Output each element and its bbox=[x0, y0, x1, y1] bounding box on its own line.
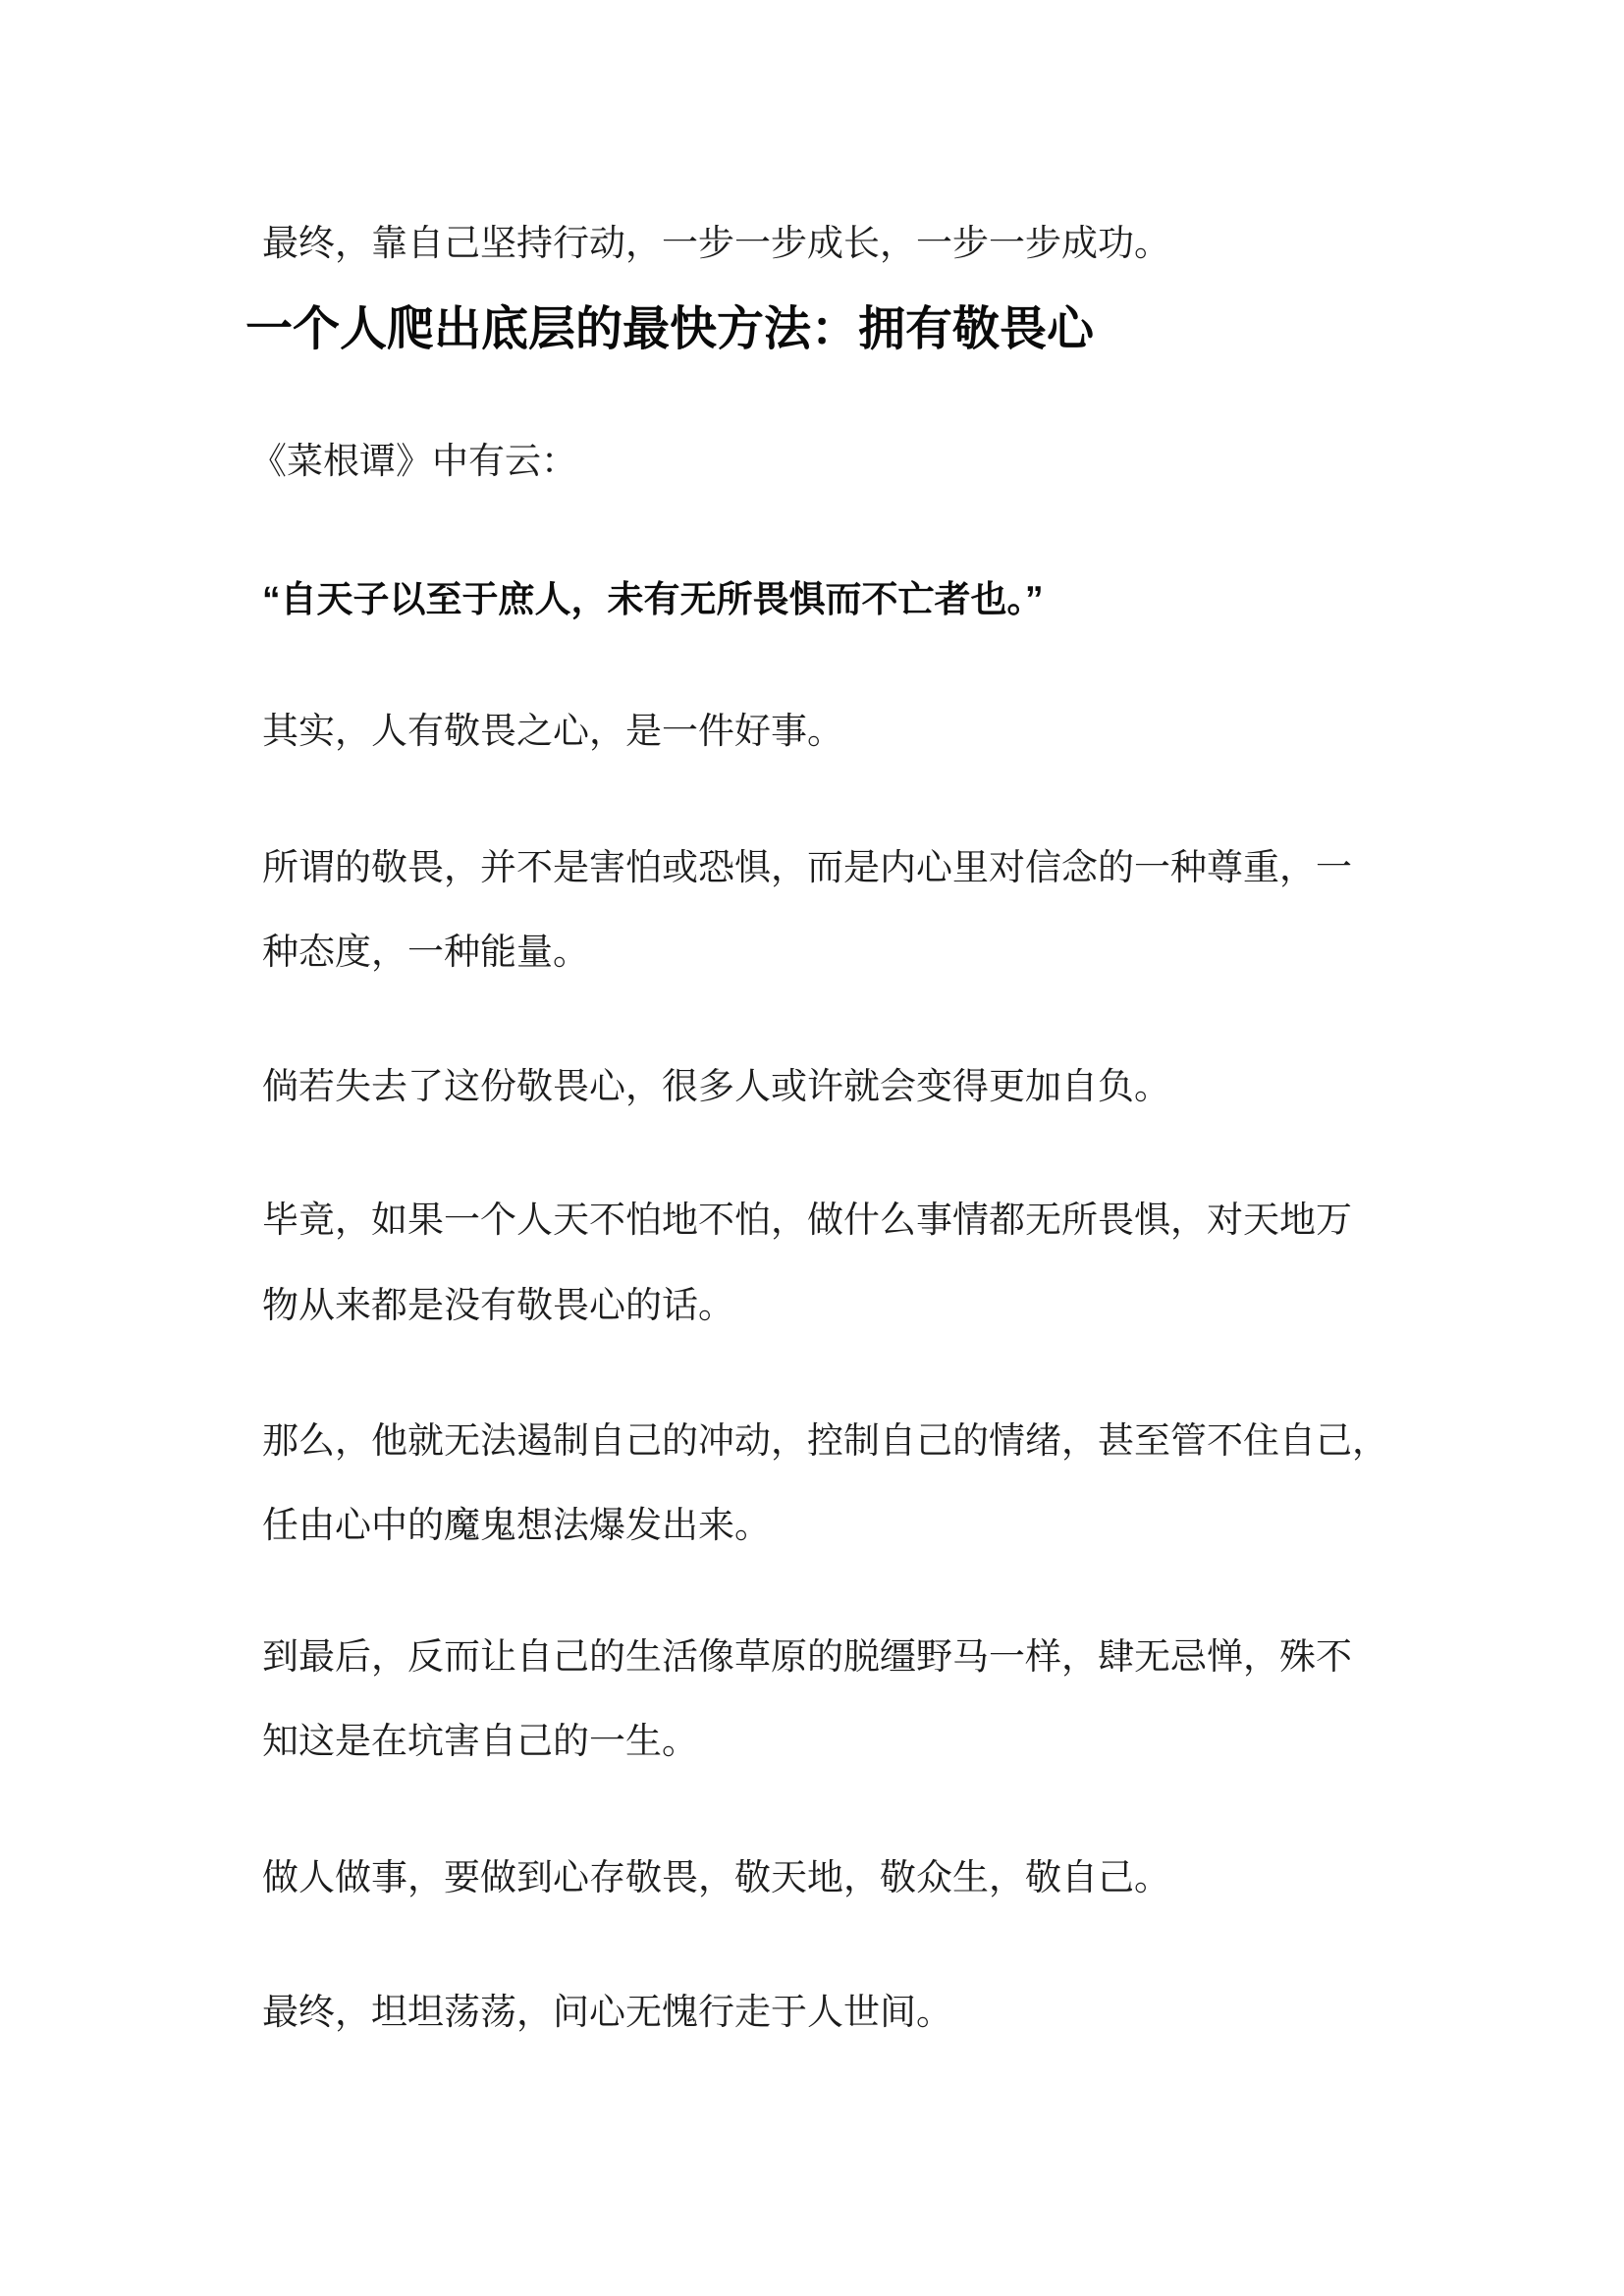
paragraph-6-line-2: 知这是在坑害自己的一生。 bbox=[262, 1721, 698, 1761]
paragraph-5-line-1: 那么，他就无法遏制自己的冲动，控制自己的情绪，甚至管不住自己， bbox=[262, 1420, 1388, 1461]
paragraph-3: 倘若失去了这份敬畏心，很多人或许就会变得更加自负。 bbox=[262, 1066, 1170, 1106]
paragraph-4-line-2: 物从来都是没有敬畏心的话。 bbox=[262, 1285, 734, 1325]
citation-intro: 《菜根谭》中有云： bbox=[250, 441, 577, 481]
paragraph-7: 做人做事，要做到心存敬畏，敬天地，敬众生，敬自己。 bbox=[262, 1857, 1170, 1897]
quote-line: “自天子以至于庶人，未有无所畏惧而不亡者也。” bbox=[262, 579, 1044, 619]
paragraph-4-line-1: 毕竟，如果一个人天不怕地不怕，做什么事情都无所畏惧，对天地万 bbox=[262, 1200, 1352, 1240]
paragraph-5-line-2: 任由心中的魔鬼想法爆发出来。 bbox=[262, 1505, 771, 1545]
paragraph-2-line-2: 种态度，一种能量。 bbox=[262, 932, 589, 972]
paragraph-2-line-1: 所谓的敬畏，并不是害怕或恐惧，而是内心里对信念的一种尊重，一 bbox=[262, 847, 1352, 887]
paragraph-6-line-1: 到最后，反而让自己的生活像草原的脱缰野马一样，肆无忌惮，殊不 bbox=[262, 1636, 1352, 1677]
paragraph-8: 最终，坦坦荡荡，问心无愧行走于人世间。 bbox=[262, 1992, 952, 2032]
section-heading: 一个人爬出底层的最快方法：拥有敬畏心 bbox=[245, 303, 1095, 355]
paragraph-1: 其实，人有敬畏之心，是一件好事。 bbox=[262, 711, 843, 751]
intro-line: 最终，靠自己坚持行动，一步一步成长，一步一步成功。 bbox=[262, 223, 1170, 263]
